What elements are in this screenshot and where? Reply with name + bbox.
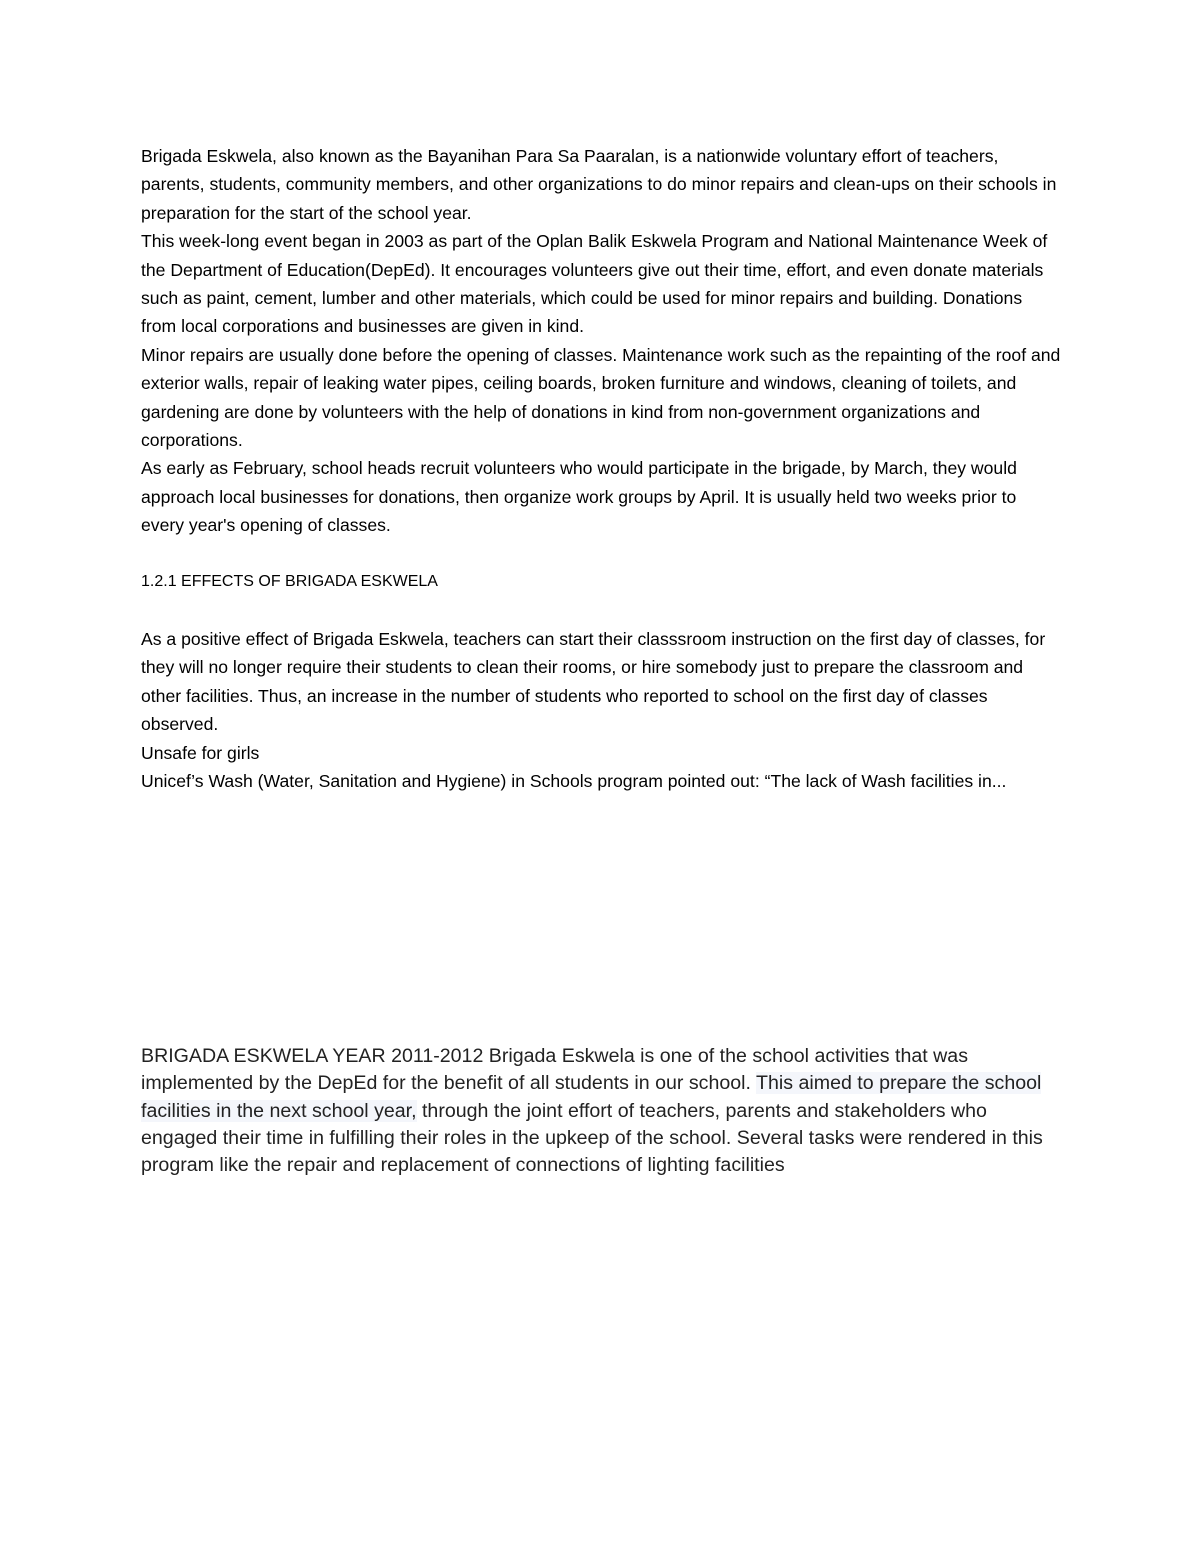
effects-heading: 1.2.1 EFFECTS OF BRIGADA ESKWELA [141, 573, 438, 591]
main-text-section [141, 142, 1061, 795]
paragraph-schedule: As early as February, school heads recruit volunteers who would participate in the brigade, by March, they would approach local businesses for donations, then organize work groups by April. It is usually held two weeks prior to every year's opening of classes. [141, 458, 1017, 536]
paragraph-history: This week-long event began in 2003 as part of the Oplan Balik Eskwela Program and National Maintenance Week of the Department of Education(DepEd). It encourages volunteers give out their time, effort, and even donate materials such as paint, cement, lumber and other materials, which could be used for minor repairs and building. Donations from local corporations and businesses are given in kind. [141, 231, 1048, 337]
second-text-section [141, 1043, 1061, 1179]
paragraph-positive-effect: As a positive effect of Brigada Eskwela, teachers can start their classsroom instruction on the first day of classes, for they will no longer require their students to clean their rooms, or hire somebody just to prepare the classroom and other facilities. Thus, an increase in the number of students who reported to school on the first day of classes observed. [141, 628, 1046, 735]
highlighted-text: This aimed to prepare the school facilities in the next school year, [141, 1072, 1042, 1122]
paragraph-brigada-2011-2012 [141, 1043, 1061, 1179]
paragraph-unicef-wash: Unicef’s Wash (Water, Sanitation and Hygiene) in Schools program pointed out: “The lack of Wash facilities in... [141, 770, 1007, 791]
paragraph-intro: Brigada Eskwela, also known as the Bayanihan Para Sa Paaralan, is a nationwide voluntary effort of teachers, parents, students, community members, and other organizations to do minor repairs and clean-ups on their schools in preparation for the start of the school year. [141, 146, 1057, 223]
paragraph-part-1: BRIGADA ESKWELA YEAR 2011-2012 Brigada Eskwela is one of the school activities that was implemented by the DepEd for the benefit of all students in our school. [141, 1045, 968, 1095]
paragraph-part-2: through the joint effort of teachers, parents and stakeholders who engaged their time in fulfilling their roles in the upkeep of the school. Several tasks were rendered in this program like the repair and replacement of connections of lighting facilities [141, 1099, 1043, 1177]
paragraph-minor-repairs: Minor repairs are usually done before the opening of classes. Maintenance work such as the repainting of the roof and exterior walls, repair of leaking water pipes, ceiling boards, broken furniture and windows, cleaning of toilets, and gardening are done by volunteers with the help of donations in kind from non-government organizations and corporations. [141, 344, 1061, 451]
paragraph-unsafe-for-girls: Unsafe for girls [141, 742, 260, 763]
